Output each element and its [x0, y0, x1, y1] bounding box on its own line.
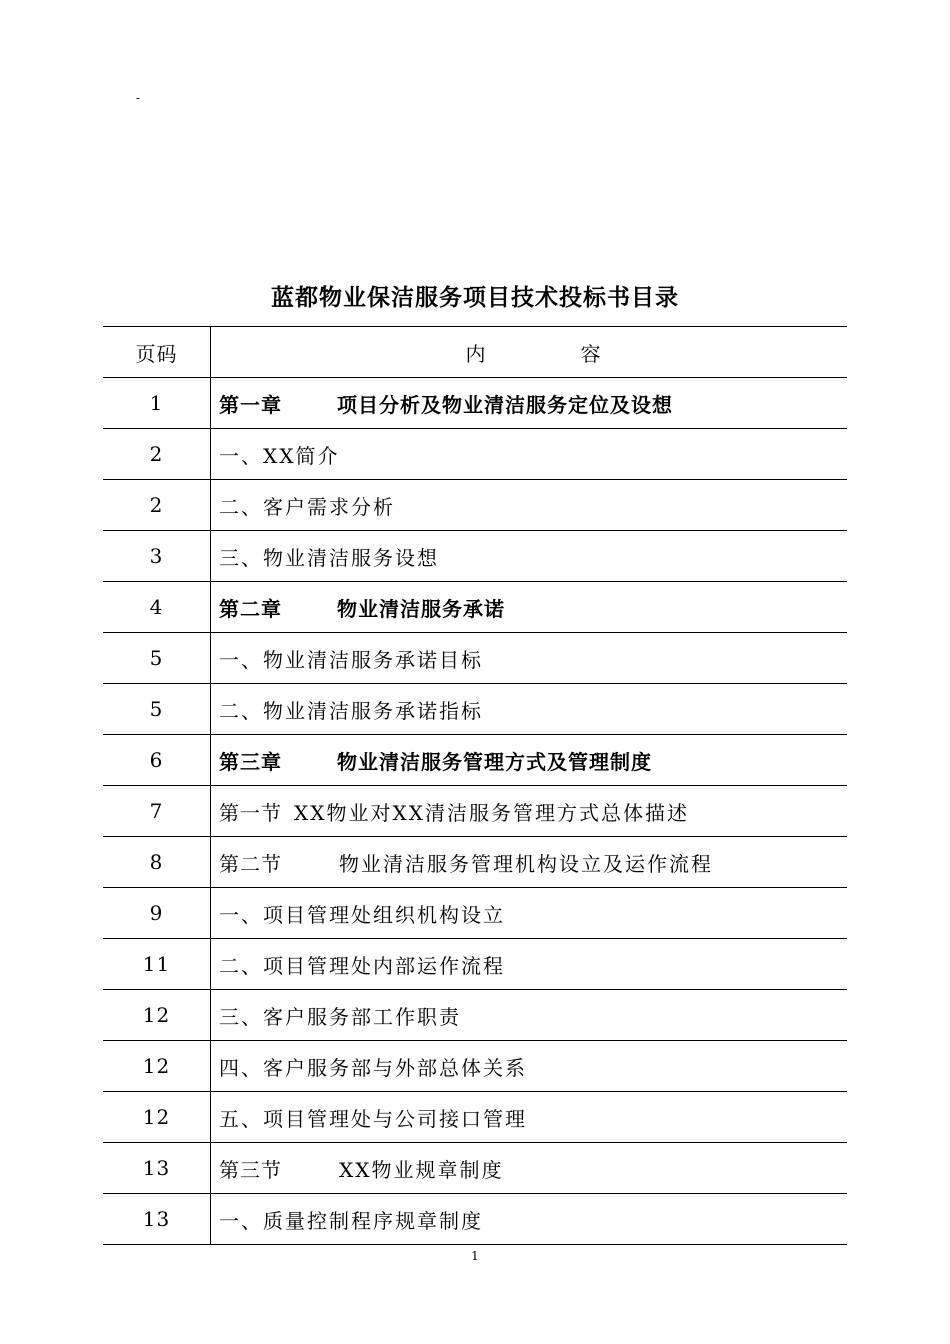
- toc-entry: [211, 429, 848, 480]
- toc-page-number: 2: [103, 429, 211, 480]
- toc-page-number: 7: [103, 786, 211, 837]
- toc-page-number: 5: [103, 684, 211, 735]
- item-title: 一、项目管理处组织机构设立: [219, 902, 505, 927]
- toc-page-number: 11: [103, 939, 211, 990]
- chapter-label: 第一章: [219, 392, 282, 417]
- toc-entry: [211, 378, 848, 429]
- toc-row: [103, 684, 847, 735]
- toc-page-number: 12: [103, 990, 211, 1041]
- section-label: 第二节: [219, 851, 282, 876]
- section-label: 第一节: [219, 800, 282, 825]
- toc-entry: [211, 1041, 848, 1092]
- toc-entry: [211, 735, 848, 786]
- item-title: 三、客户服务部工作职责: [219, 1004, 461, 1029]
- header-mark: -: [136, 91, 141, 105]
- item-title: 四、客户服务部与外部总体关系: [219, 1055, 527, 1080]
- toc-page-number: 6: [103, 735, 211, 786]
- section-title: XX物业规章制度: [339, 1157, 504, 1182]
- toc-page-number: 8: [103, 837, 211, 888]
- toc-table: [103, 326, 847, 1245]
- toc-entry: [211, 531, 848, 582]
- item-title: 二、物业清洁服务承诺指标: [219, 698, 483, 723]
- toc-row: [103, 582, 847, 633]
- toc-header-row: [103, 327, 847, 378]
- toc-row: [103, 633, 847, 684]
- toc-row: [103, 480, 847, 531]
- item-title: 一、质量控制程序规章制度: [219, 1208, 483, 1233]
- toc-entry: [211, 633, 848, 684]
- toc-row: [103, 1092, 847, 1143]
- toc-row: [103, 1194, 847, 1245]
- header-page-cell: 页码: [103, 327, 211, 378]
- toc-row: [103, 429, 847, 480]
- section-title: XX物业对XX清洁服务管理方式总体描述: [294, 800, 689, 825]
- section-title: 物业清洁服务管理机构设立及运作流程: [339, 851, 713, 876]
- section-label: 第三节: [219, 1157, 282, 1182]
- toc-row: [103, 1041, 847, 1092]
- chapter-title: 项目分析及物业清洁服务定位及设想: [337, 392, 673, 417]
- chapter-label: 第三章: [219, 749, 282, 774]
- toc-entry: [211, 939, 848, 990]
- toc-row: [103, 837, 847, 888]
- item-title: 一、物业清洁服务承诺目标: [219, 647, 483, 672]
- toc-entry: [211, 1143, 848, 1194]
- toc-entry: [211, 786, 848, 837]
- header-content-left: 内: [465, 341, 486, 366]
- toc-row: [103, 531, 847, 582]
- toc-entry: [211, 684, 848, 735]
- toc-page-number: 3: [103, 531, 211, 582]
- toc-page-number: 12: [103, 1092, 211, 1143]
- item-title: 二、项目管理处内部运作流程: [219, 953, 505, 978]
- toc-page-number: 2: [103, 480, 211, 531]
- toc-row: [103, 378, 847, 429]
- toc-row: [103, 888, 847, 939]
- toc-entry: [211, 888, 848, 939]
- toc-page-number: 13: [103, 1194, 211, 1245]
- toc-page-number: 1: [103, 378, 211, 429]
- toc-entry: [211, 582, 848, 633]
- document-title: 蓝都物业保洁服务项目技术投标书目录: [271, 285, 679, 311]
- page-number: 1: [471, 1249, 479, 1263]
- toc-row: [103, 786, 847, 837]
- item-title: 五、项目管理处与公司接口管理: [219, 1106, 527, 1131]
- toc-entry: [211, 1194, 848, 1245]
- header-content-cell: [211, 327, 848, 378]
- toc-row: [103, 735, 847, 786]
- chapter-title: 物业清洁服务管理方式及管理制度: [337, 749, 652, 774]
- item-title: 二、客户需求分析: [219, 494, 395, 519]
- header-content-right: 容: [580, 341, 601, 366]
- toc-entry: [211, 837, 848, 888]
- chapter-title: 物业清洁服务承诺: [337, 596, 505, 621]
- item-title: 三、物业清洁服务设想: [219, 545, 439, 570]
- toc-row: [103, 1143, 847, 1194]
- toc-body: [103, 327, 847, 1245]
- toc-page-number: 9: [103, 888, 211, 939]
- toc-page-number: 4: [103, 582, 211, 633]
- toc-entry: [211, 990, 848, 1041]
- item-title: 一、XX简介: [219, 443, 340, 468]
- toc-page-number: 5: [103, 633, 211, 684]
- chapter-label: 第二章: [219, 596, 282, 621]
- toc-row: [103, 939, 847, 990]
- toc-entry: [211, 480, 848, 531]
- toc-page-number: 12: [103, 1041, 211, 1092]
- toc-entry: [211, 1092, 848, 1143]
- toc-row: [103, 990, 847, 1041]
- toc-page-number: 13: [103, 1143, 211, 1194]
